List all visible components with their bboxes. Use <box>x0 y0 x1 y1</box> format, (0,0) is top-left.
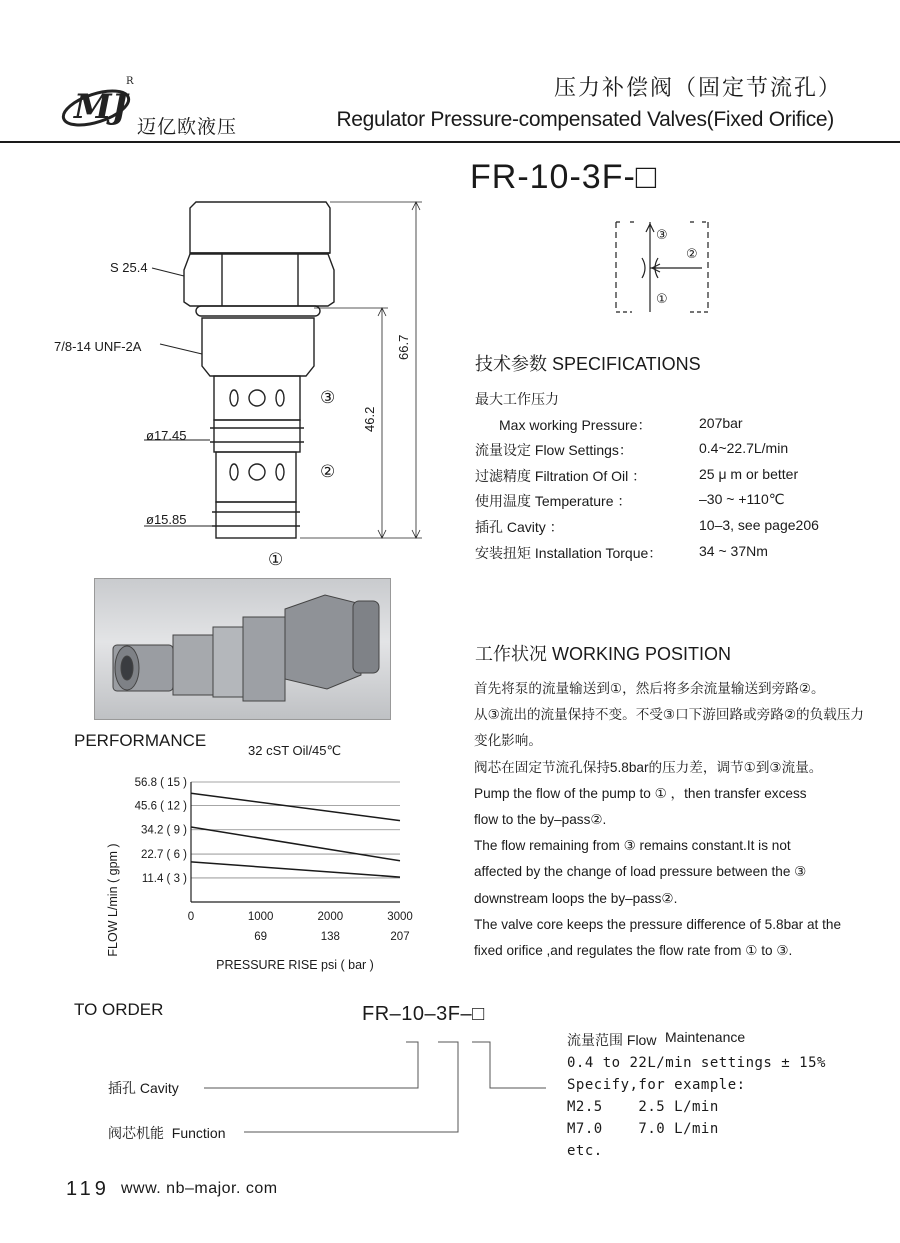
chart-x-tick-label: 2000 <box>317 911 344 923</box>
order-function-label: 阀芯机能 Function <box>108 1125 226 1141</box>
chart-x-tick-label: 3000 <box>387 911 413 923</box>
chart-x-tick-bar-label: 207 <box>390 931 410 943</box>
order-flow-label-cn: 流量范围 Flow <box>567 1032 657 1048</box>
working-line: flow to the by–pass②. <box>474 812 607 828</box>
working-line: fixed orifice ,and regulates the flow rate from ① to ③. <box>474 943 793 959</box>
spec-label: 最大工作压力 <box>475 391 559 407</box>
working-line: The flow remaining from ③ remains constant.It is not <box>474 838 791 854</box>
chart-x-tick-label: 1000 <box>247 911 274 923</box>
working-line: downstream loops the by–pass②. <box>474 890 678 906</box>
chart-x-tick-bar-label: 69 <box>254 931 268 943</box>
company-logo <box>60 72 136 136</box>
spec-label: Max working Pressure： <box>499 417 652 433</box>
chart-x-axis-label: PRESSURE RISE psi ( bar ) <box>216 958 374 972</box>
logo-registered-mark: R <box>126 76 134 87</box>
symbol-port-3: ③ <box>656 227 668 242</box>
spec-value: 25 μ m or better <box>699 466 799 482</box>
chart-y-tick-label: 34.2 ( 9 ) <box>140 824 187 837</box>
working-position-heading: 工作状况 WORKING POSITION <box>475 644 732 664</box>
page-number: 119 <box>66 1178 110 1200</box>
port-1-label: ① <box>268 550 284 569</box>
spec-row-max-pressure <box>475 415 875 437</box>
diameter-17-label: ø17.45 <box>146 428 187 443</box>
spec-value: 207bar <box>699 415 743 431</box>
spec-row-torque <box>475 543 875 565</box>
spec-label: 插孔 Cavity ： <box>475 519 564 535</box>
working-line: affected by the change of load pressure between the ③ <box>474 864 807 880</box>
spec-value: 0.4~22.7L/min <box>699 440 789 456</box>
order-flow-line: etc. <box>567 1143 603 1159</box>
order-flow-line: Specify,for example: <box>567 1077 746 1093</box>
logo-letters: MJ <box>74 87 128 127</box>
chart-series-line-1 <box>191 793 400 820</box>
dimension-body: 46.2 <box>362 406 377 432</box>
port-2-label: ② <box>320 462 336 481</box>
spec-value: –30 ~ +110℃ <box>699 491 785 507</box>
spec-row-temperature <box>475 491 875 513</box>
spec-label: 安装扭矩 Installation Torque： <box>475 545 663 561</box>
spec-row-cavity <box>475 517 875 539</box>
model-number: FR-10-3F-□ <box>470 158 658 196</box>
product-photo <box>94 578 391 720</box>
order-model: FR–10–3F–□ <box>362 1003 485 1025</box>
order-bracket-lines <box>200 1036 560 1136</box>
title-english: Regulator Pressure-compensated Valves(Fixed Orifice) <box>336 108 834 131</box>
chart-y-axis-label: FLOW L/min ( gpm ) <box>106 843 120 957</box>
spec-row-filtration <box>475 466 875 488</box>
working-line: Pump the flow of the pump to ① ，then transfer excess <box>474 785 807 801</box>
spec-label: 流量设定 Flow Settings： <box>475 442 633 458</box>
port-3-label: ③ <box>320 388 336 407</box>
footer-website[interactable]: www. nb–major. com <box>121 1180 278 1197</box>
spec-row-flow-settings <box>475 440 875 462</box>
chart-y-tick-label: 11.4 ( 3 ) <box>141 872 187 885</box>
spec-value: 10–3, see page206 <box>699 517 819 533</box>
spec-label: 过滤精度 Filtration Of Oil ： <box>475 468 647 484</box>
chart-series-line-2 <box>191 827 400 861</box>
cartridge-drawing <box>50 190 450 570</box>
chart-y-tick-label: 56.8 ( 15 ) <box>134 777 187 789</box>
chart-x-tick-bar-label: 138 <box>320 931 340 943</box>
performance-condition: 32 cST Oil/45℃ <box>248 743 342 758</box>
spec-value: 34 ~ 37Nm <box>699 543 768 559</box>
working-line: 从③流出的流量保持不变。不受③口下游回路或旁路②的负载压力 <box>474 707 864 723</box>
order-flow-line: M7.0 7.0 L/min <box>567 1121 719 1137</box>
dimension-total: 66.7 <box>396 334 411 360</box>
diameter-15-label: ø15.85 <box>146 512 187 527</box>
performance-heading: PERFORMANCE <box>74 731 207 750</box>
working-line: 阀芯在固定节流孔保持5.8bar的压力差，调节①到③流量。 <box>474 759 823 775</box>
symbol-port-2: ② <box>686 246 698 261</box>
order-flow-line: 0.4 to 22L/min settings ± 15% <box>567 1055 826 1071</box>
order-flow-line: M2.5 2.5 L/min <box>567 1099 719 1115</box>
order-flow-label-en: Maintenance <box>665 1029 746 1045</box>
chart-y-tick-label: 45.6 ( 12 ) <box>134 800 187 813</box>
hex-size-label: S 25.4 <box>110 260 148 275</box>
specifications-heading: 技术参数 SPECIFICATIONS <box>475 354 701 374</box>
working-line: The valve core keeps the pressure difference of 5.8bar at the <box>474 916 841 932</box>
title-chinese: 压力补偿阀（固定节流孔） <box>553 75 842 100</box>
product-photo-illustration <box>95 579 390 719</box>
chart-x-tick-label: 0 <box>187 911 195 923</box>
working-line: 首先将泵的流量输送到①，然后将多余流量输送到旁路②。 <box>474 681 825 696</box>
to-order-heading: TO ORDER <box>74 1000 164 1019</box>
spec-row-max-pressure-cn <box>475 389 875 411</box>
symbol-port-1: ① <box>656 291 668 306</box>
working-line: 变化影响。 <box>474 733 542 749</box>
spec-label: 使用温度 Temperature ： <box>475 493 632 509</box>
company-name: 迈亿欧液压 <box>137 117 238 138</box>
order-cavity-label: 插孔 Cavity <box>108 1080 179 1096</box>
working-position-text <box>474 676 874 964</box>
performance-chart <box>60 760 440 980</box>
header-rule <box>0 141 900 143</box>
thread-label: 7/8-14 UNF-2A <box>54 339 142 354</box>
chart-series-line-3 <box>191 862 400 877</box>
chart-y-tick-label: 22.7 ( 6 ) <box>140 849 187 862</box>
